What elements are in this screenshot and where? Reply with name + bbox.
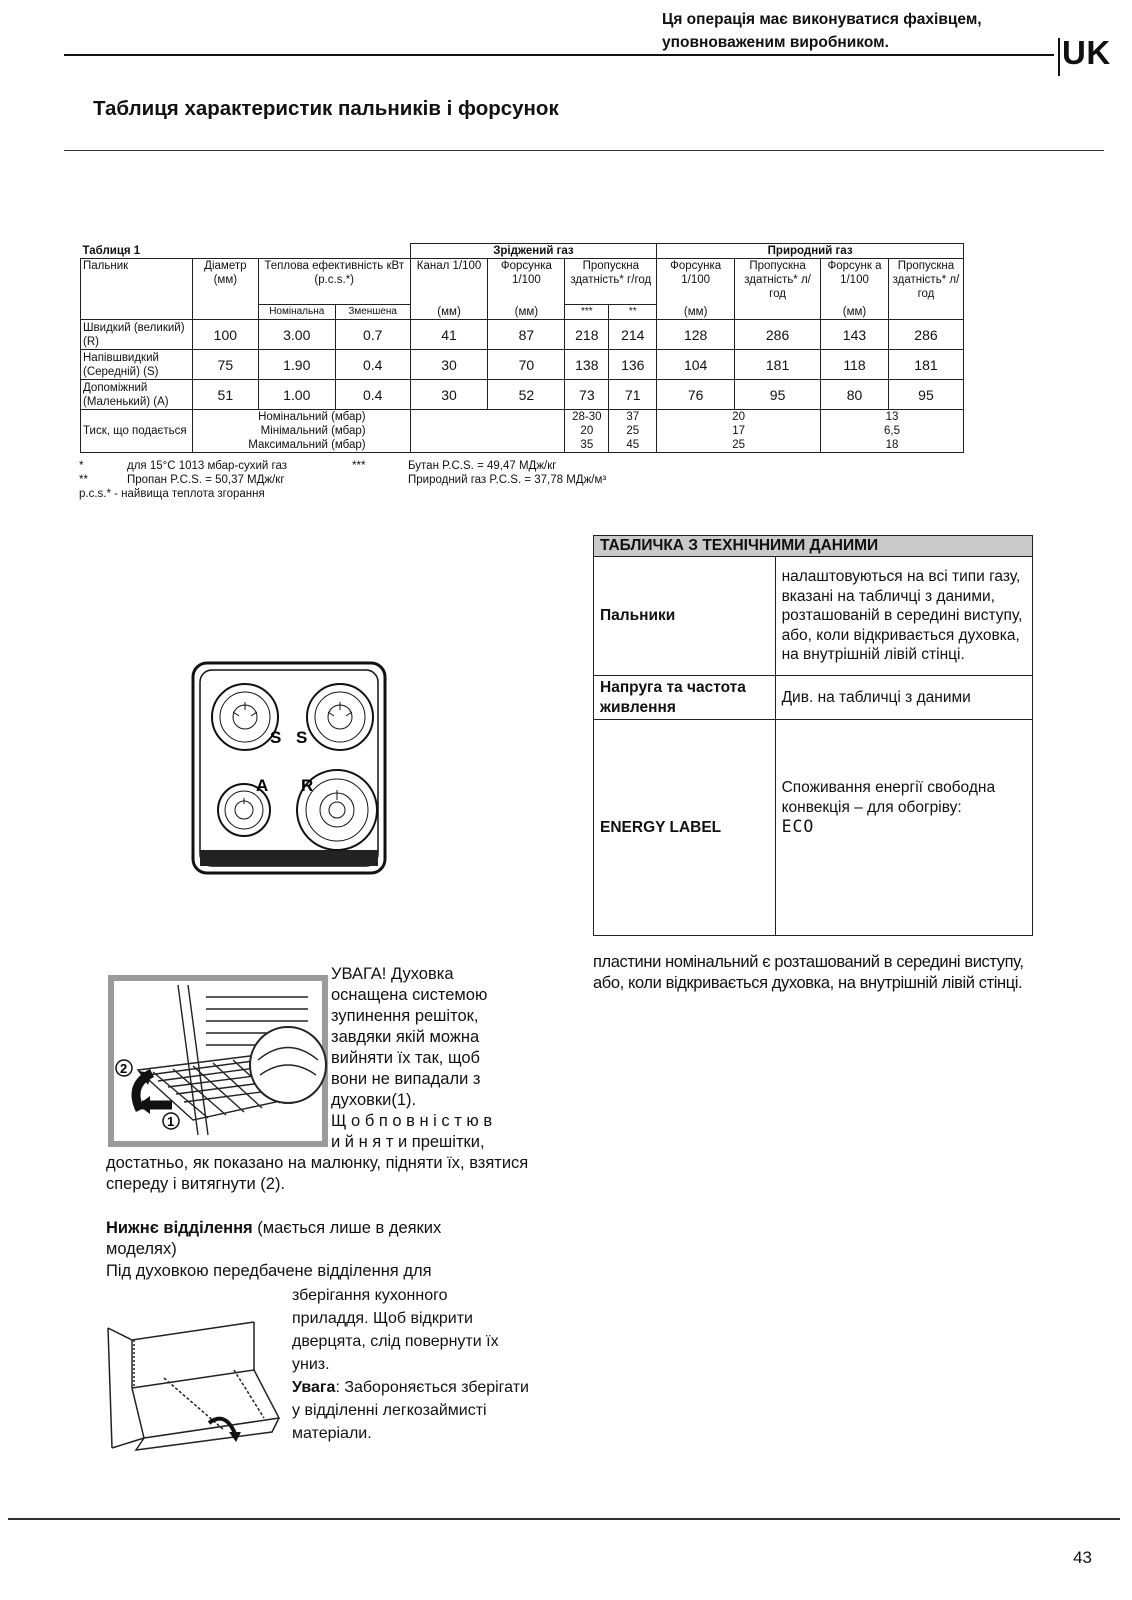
cell-flow-3star: 218: [565, 320, 609, 350]
warning-line: вийняти їх так, щоб: [331, 1049, 480, 1067]
cell-nominal: 1.00: [258, 380, 335, 410]
page-title: Таблиця характеристик пальників і форсунок: [93, 97, 559, 120]
cell-flow-2star: 214: [609, 320, 657, 350]
label-s2: S: [296, 728, 308, 747]
warning-line: вони не випадали з: [331, 1070, 481, 1088]
cell-bypass: 30: [410, 350, 488, 380]
label-s1: S: [270, 728, 282, 747]
cell-ng-flow1: 95: [735, 380, 821, 410]
lower-line: приладдя. Щоб відкрити: [292, 1310, 473, 1327]
cell-reduced: 0.4: [335, 350, 410, 380]
cell-ng-flow1: 181: [735, 350, 821, 380]
warning-block: [331, 964, 531, 1153]
warning-line: Щ о б п о в н і с т ю в: [331, 1112, 493, 1130]
cell-nominal: 1.90: [258, 350, 335, 380]
cell-reduced: 0.4: [335, 380, 410, 410]
lower-warning-text: : Забороняється зберігати у відділенні легкозаймисті матеріали.: [292, 1379, 529, 1442]
warning-line: завдяки якій можна: [331, 1028, 480, 1046]
table-caption-row: [81, 244, 964, 259]
header-flow-lpg: Пропускна здатність* г/год: [565, 259, 657, 305]
cell-ng-nozzle2: 143: [821, 320, 889, 350]
pressure-label: Тиск, що подається: [81, 410, 193, 453]
header-nozzle-ng2: Форсунк а 1/100: [821, 259, 889, 305]
table-header-row: [81, 259, 964, 305]
cell-diameter: 51: [192, 380, 258, 410]
header-flow-ng1: Пропускна здатність* л/год: [735, 259, 821, 305]
cell-flow-3star: 73: [565, 380, 609, 410]
pressure-value: 18: [885, 439, 899, 451]
cell-nozzle: 87: [488, 320, 565, 350]
header-nominal: Номінальна: [258, 305, 335, 320]
header-notice-line2: уповноваженим виробником.: [662, 34, 889, 51]
warning-continuation: достатньо, як показано на малюнку, підняти їх, взятися спереду і витягнути (2).: [106, 1154, 529, 1193]
energy-text: Споживання енергії свободна конвекція – для обогріву:: [781, 779, 996, 816]
footnote-text: Пропан P.C.S. = 50,37 МДж/кг: [127, 474, 285, 486]
table-row: [81, 380, 964, 410]
drawer-illustration: [104, 1318, 292, 1460]
pressure-value: 6,5: [884, 425, 900, 437]
cell-diameter: 100: [192, 320, 258, 350]
unit-2star: **: [609, 305, 657, 320]
footnote-text: Бутан P.C.S. = 49,47 МДж/кг: [408, 460, 557, 472]
unit-mm-bypass: (мм): [410, 305, 488, 320]
title-rule: [64, 150, 1104, 151]
page-number: 43: [1073, 1548, 1092, 1567]
pressure-3star: [565, 410, 609, 453]
header-reduced: Зменшена: [335, 305, 410, 320]
cell-reduced: 0.7: [335, 320, 410, 350]
tech-data-table: [593, 535, 1033, 936]
footnote-mark: *: [79, 460, 84, 472]
header-notice: [662, 8, 1022, 54]
cell-ng-flow2: 181: [888, 350, 963, 380]
cell-ng-nozzle2: 118: [821, 350, 889, 380]
energy-eco: ECO: [781, 817, 815, 836]
pressure-value: 25: [626, 425, 640, 437]
cell-ng-flow1: 286: [735, 320, 821, 350]
row-burners-value: налаштовуються на всі типи газу, вказані на табличці з даними, розташованій в середині виступу, або, коли відкривається духовка, на внутрішній лівій стінці.: [775, 557, 1032, 676]
lower-warning-bold: Увага: [292, 1379, 336, 1396]
row-energy-value: [775, 720, 1032, 936]
pressure-min: Мінімальний (мбар): [260, 425, 366, 437]
header-bypass: Канал 1/100: [410, 259, 488, 305]
footnote-text: для 15°C 1013 мбар-сухий газ: [127, 460, 288, 472]
lower-line: зберігання кухонного: [292, 1287, 448, 1304]
cell-flow-3star: 138: [565, 350, 609, 380]
pressure-value: 17: [732, 425, 746, 437]
cell-ng-nozzle2: 80: [821, 380, 889, 410]
unit-mm-ng1: (мм): [657, 305, 735, 320]
label-a: A: [256, 776, 269, 795]
table-row: [81, 350, 964, 380]
header-thermal: Теплова ефективність кВт (p.c.s.*): [258, 259, 410, 305]
table-row: [81, 320, 964, 350]
cell-ng-nozzle1: 104: [657, 350, 735, 380]
unit-mm-ng2: (мм): [821, 305, 889, 320]
ng-group-header: Природний газ: [657, 244, 964, 259]
rating-plate-paragraph: пластини номінальний є розташований в середині виступу, або, коли відкривається духовка, на внутрішній лівій стінці.: [593, 953, 1024, 992]
header-nozzle-ng1: Форсунка 1/100: [657, 259, 735, 305]
lang-divider: [1058, 38, 1060, 76]
warning-line: и й н я т и прешітки,: [331, 1133, 485, 1151]
lower-text-block: [292, 1284, 532, 1445]
language-tag: UK: [1062, 34, 1111, 71]
footnotes: [79, 459, 679, 501]
unit-mm-nozzle: (мм): [488, 305, 565, 320]
cell-nozzle: 70: [488, 350, 565, 380]
lower-line: униз.: [292, 1356, 330, 1373]
pressure-ng1: [657, 410, 821, 453]
cell-bypass: 41: [410, 320, 488, 350]
header-flow-ng2: Пропускна здатність* л/год: [888, 259, 963, 305]
pressure-ng2: [821, 410, 964, 453]
row-burners-label: Пальники: [594, 557, 776, 676]
pressure-value: 25: [732, 439, 746, 451]
warning-line: духовки(1).: [331, 1091, 417, 1109]
header-diameter: Діаметр (мм): [192, 259, 258, 320]
cell-ng-nozzle1: 128: [657, 320, 735, 350]
rack-step-1: 1: [167, 1114, 175, 1129]
footnote-text: Природний газ P.C.S. = 37,78 МДж/м³: [408, 474, 607, 486]
table-caption: Таблиця 1: [81, 244, 411, 259]
unit-3star: ***: [565, 305, 609, 320]
row-energy-label: ENERGY LABEL: [594, 720, 776, 936]
header-rule: [64, 54, 1054, 56]
cell-nominal: 3.00: [258, 320, 335, 350]
header-burner: Пальник: [81, 259, 193, 320]
pressure-2star: [609, 410, 657, 453]
cell-ng-flow2: 95: [888, 380, 963, 410]
burner-name: Напівшвидкий (Середній) (S): [81, 350, 193, 380]
lower-line1: Під духовкою передбачене відділення для: [106, 1262, 432, 1280]
row-voltage-label: Напруга та частота живлення: [594, 676, 776, 720]
footnote-mark: **: [79, 474, 88, 486]
warning-line: УВАГА! Духовка: [331, 965, 454, 983]
pressure-row: [81, 410, 964, 453]
pressure-value: 37: [626, 411, 640, 423]
pressure-value: 20: [732, 411, 746, 423]
pressure-value: 35: [580, 439, 594, 451]
lower-heading-bold: Нижнє відділення: [106, 1219, 253, 1237]
lower-compartment-heading: [106, 1218, 506, 1260]
burner-name: Швидкий (великий) (R): [81, 320, 193, 350]
cell-diameter: 75: [192, 350, 258, 380]
cell-nozzle: 52: [488, 380, 565, 410]
oven-rack-illustration: [108, 975, 328, 1147]
warning-line: зупинення решіток,: [331, 1007, 479, 1025]
burner-table: [80, 243, 964, 453]
header-notice-line1: Ця операція має виконуватися фахівцем,: [662, 11, 982, 28]
pressure-levels: [192, 410, 410, 453]
lpg-group-header: Зріджений газ: [410, 244, 657, 259]
rack-step-2: 2: [120, 1061, 128, 1076]
cell-flow-2star: 136: [609, 350, 657, 380]
cell-bypass: 30: [410, 380, 488, 410]
tech-data-heading: ТАБЛИЧКА З ТЕХНІЧНИМИ ДАНИМИ: [594, 536, 1033, 557]
footnote-text: p.c.s.* - найвища теплота згорання: [79, 488, 265, 500]
pressure-value: 45: [626, 439, 640, 451]
cell-ng-flow2: 286: [888, 320, 963, 350]
pressure-value: 13: [885, 411, 899, 423]
row-voltage-value: Див. на табличці з даними: [775, 676, 1032, 720]
burner-name: Допоміжний (Маленький) (A): [81, 380, 193, 410]
label-r: R: [301, 776, 314, 795]
warning-line: оснащена системою: [331, 986, 488, 1004]
footnote-mark: ***: [352, 460, 366, 472]
pressure-nominal: Номінальний (мбар): [258, 411, 366, 423]
hob-diagram: [190, 660, 390, 878]
cell-ng-nozzle1: 76: [657, 380, 735, 410]
lower-line: дверцята, слід повернути їх: [292, 1333, 499, 1350]
footer-rule: [8, 1518, 1120, 1520]
header-nozzle-lpg: Форсунка 1/100: [488, 259, 565, 305]
lower-heading-rest: (мається лише в деяких моделях): [106, 1219, 442, 1258]
pressure-max: Максимальний (мбар): [248, 439, 366, 451]
cell-flow-2star: 71: [609, 380, 657, 410]
pressure-value: 28-30: [572, 411, 602, 423]
pressure-value: 20: [580, 425, 594, 437]
